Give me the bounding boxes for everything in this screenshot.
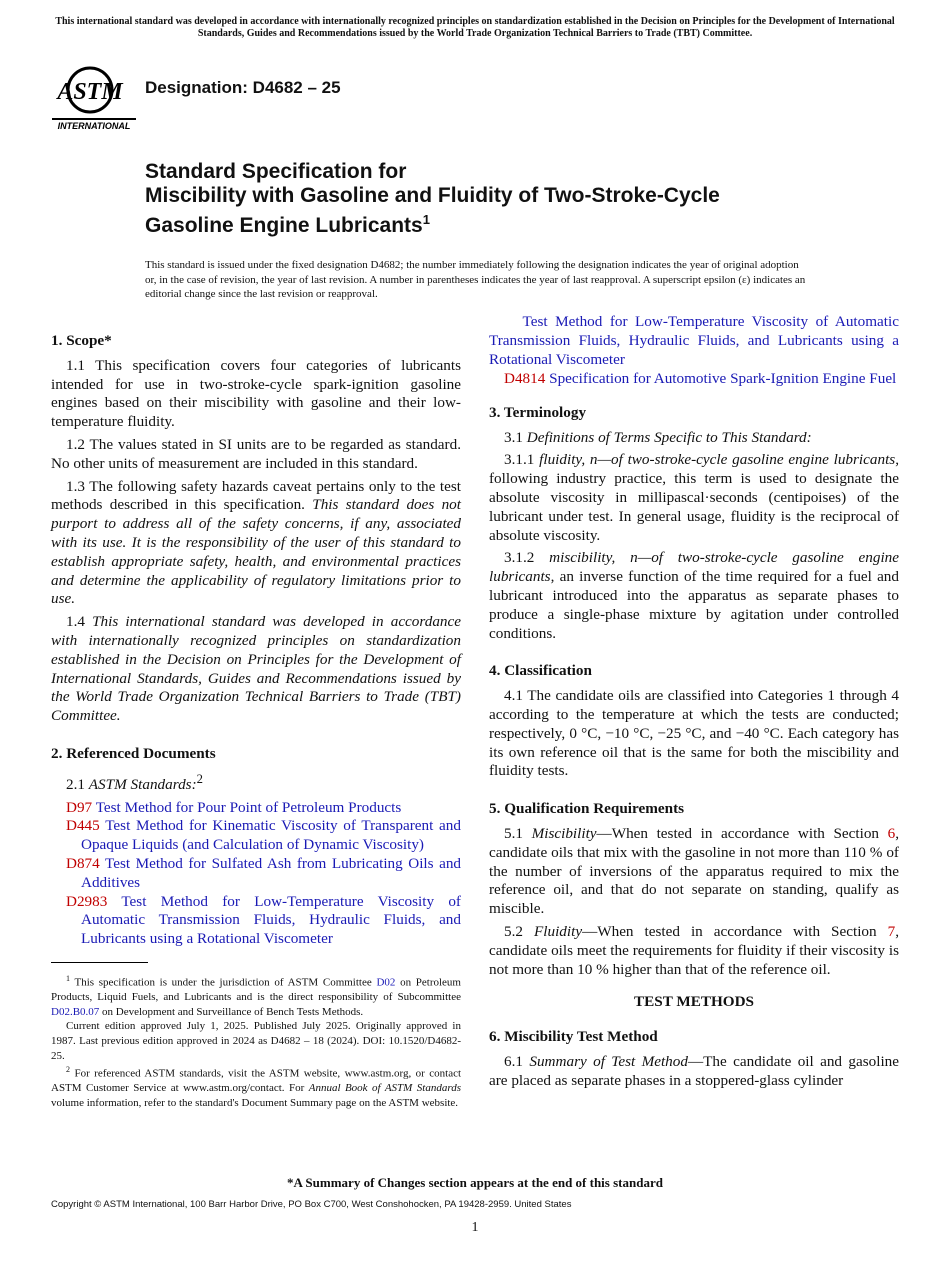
para-3-1-2: 3.1.2 miscibility, n—of two-stroke-cycle gasoline engine lubricants, an inverse function of the time required for a fuel and lubricant introduced into the apparatus as separate phases to produce a single-phase mixture by agitation under controlled conditions. <box>489 549 899 642</box>
issue-note: This standard is issued under the fixed designation D4682; the number immediately following the designation indicates the year of original adoption or, in the case of revision, the year of last revision. A number in parentheses indicates the year of last reapproval. A superscript epsilon (ε) indicates an editorial change since the last revision or reapproval. <box>145 259 806 300</box>
para-1-3: 1.3 The following safety hazards caveat pertains only to the test methods described in this specification. This standard does not purport to address all of the safety concerns, if any, associated with its use. It is the responsibility of the user of this standard to establish appropriate safety, health, and environmental practices and determine the applicability of regulatory limitations prior to use. <box>51 477 461 608</box>
test-methods-heading: TEST METHODS <box>634 993 754 1011</box>
para-3-1: 3.1 Definitions of Terms Specific to This Standard: <box>504 428 812 446</box>
para-2-1: 2.1 ASTM Standards:$^2$ <box>66 771 203 793</box>
section-6-link[interactable]: 6 <box>887 824 896 842</box>
link-d02-b0-07[interactable]: D02.B0.07 <box>51 1005 100 1018</box>
footnote-1: $^1$ This specification is under the jurisdiction of ASTM Committee D02 on Petroleum Products, Liquid Fuels, and Lubricants and is the direct responsibility of Subcommittee D02.B0.07 on Development and Surveillance of Bench Tests Methods. <box>51 974 461 1018</box>
logo-text: ASTM <box>57 79 123 105</box>
link-d02[interactable]: D02 <box>376 976 396 989</box>
title-line-2: Miscibility with Gasoline and Fluidity of Two-Stroke-Cycle <box>145 184 720 207</box>
ref-item[interactable]: D874 Test Method for Sulfated Ash from Lubricating Oils and Additives <box>66 854 462 891</box>
section-6-heading: 6. Miscibility Test Method <box>489 1028 658 1046</box>
page-title <box>145 160 865 238</box>
section-3-heading: 3. Terminology <box>489 403 587 421</box>
logo-subtext: INTERNATIONAL <box>57 121 131 131</box>
section-2-heading: 2. Referenced Documents <box>51 744 216 762</box>
para-1-4: 1.4 This international standard was developed in accordance with internationally recognized principles on standardization established in the Decision on Principles for the Development of International Standards, Guides and Recommendations issued by the World Trade Organization Technical Barriers to Trade (TBT) Committee. <box>51 613 462 725</box>
tbt-notice: This international standard was developed in accordance with internationally recognized principles on standardization established in the Decision on Principles for the Development of International Standards, Guides and Recommendations issued by the World Trade Organization Technical Barriers to Trade (TBT) Committee. <box>55 16 895 39</box>
footnote-divider <box>51 962 148 963</box>
ref-item[interactable]: D445 Test Method for Kinematic Viscosity of Transparent and Opaque Liquids (and Calculation of Dynamic Viscosity) <box>66 817 461 854</box>
right-column <box>489 313 900 1095</box>
section-7-link[interactable]: 7 <box>887 922 896 940</box>
title-footnote-mark: 1 <box>422 212 430 227</box>
para-3-1-1: 3.1.1 fluidity, n—of two-stroke-cycle gasoline engine lubricants, following industry practice, this term is used to designate the absolute viscosity in millipascal·seconds (centipoises) of the lubricant under test. In general usage, fluidity is the reciprocal of absolute viscosity. <box>489 451 899 544</box>
ref-item[interactable]: D97 Test Method for Pour Point of Petroleum Products <box>66 798 402 816</box>
left-column <box>51 332 462 948</box>
section-5-heading: 5. Qualification Requirements <box>489 800 685 818</box>
page-number: 1 <box>471 1220 479 1235</box>
section-1-heading: 1. Scope* <box>51 332 112 349</box>
para-6-1: 6.1 Summary of Test Method—The candidate oil and gasoline are placed as separate phases in a stoppered-glass cylinder <box>489 1052 900 1089</box>
para-1-2: 1.2 The values stated in SI units are to be regarded as standard. No other units of measurement are included in this standard. <box>51 435 461 472</box>
footnotes <box>51 972 461 1111</box>
designation: Designation: D4682 – 25 <box>145 78 341 97</box>
summary-of-changes-note: *A Summary of Changes section appears at the end of this standard <box>287 1175 663 1190</box>
para-5-2: 5.2 Fluidity—When tested in accordance with Section 7, candidate oils meet the requirements for fluidity if their viscosity is not more than 10 % higher than that of the reference oil. <box>489 922 899 978</box>
ref-item[interactable]: D2983 Test Method for Low-Temperature Viscosity of Automatic Transmission Fluids, Hydraulic Fluids, and Lubricants using a Rotational Viscometer <box>66 892 461 948</box>
copyright: Copyright © ASTM International, 100 Barr Harbor Drive, PO Box C700, West Conshohocken, PA 19428-2959. United States <box>51 1199 572 1210</box>
footnote-2: $^2$ For referenced ASTM standards, visit the ASTM website, www.astm.org, or contact ASTM Customer Service at www.astm.org/contact. For Annual Book of ASTM Standards volume information, refer to the standard's Document Summary page on the ASTM website. <box>51 1065 462 1110</box>
para-1-1: 1.1 This specification covers four categories of lubricants intended for use in two-stroke-cycle spark-ignition gasoline engines based on their miscibility with gasoline and their low-temperature fluidity. <box>51 356 461 431</box>
footnote-1-edition: Current edition approved July 1, 2025. Published July 2025. Originally approved in 1987. Last previous edition approved in 2024 as D4682 – 18 (2024). DOI: 10.1520/D4682-25. <box>51 1020 461 1062</box>
title-line-3: Gasoline Engine Lubricants <box>145 214 423 237</box>
title-line-1: Standard Specification for <box>145 160 407 183</box>
section-4-heading: 4. Classification <box>489 662 592 680</box>
para-4-1: 4.1 The candidate oils are classified into Categories 1 through 4 according to the temperature at which the tests are conducted; respectively, 0 °C, −10 °C, −25 °C, and −40 °C. Each category has its own reference oil that is the same for both the miscibility and fluidity tests. <box>489 687 899 780</box>
ref-item-continued[interactable]: Test Method for Low-Temperature Viscosity of Automatic Transmission Fluids, Hydraulic Fluids, and Lubricants using a Rotational Viscometer <box>489 313 899 368</box>
astm-logo-icon <box>52 56 136 132</box>
ref-item[interactable]: D4814 Specification for Automotive Spark-Ignition Engine Fuel <box>504 370 897 387</box>
para-5-1: 5.1 Miscibility—When tested in accordance with Section 6, candidate oils that mix with the gasoline in not more than 110 % of the number of inversions of the apparatus required to mix the reference oil, and that do not separate on standing, qualify as miscible. <box>489 824 900 918</box>
